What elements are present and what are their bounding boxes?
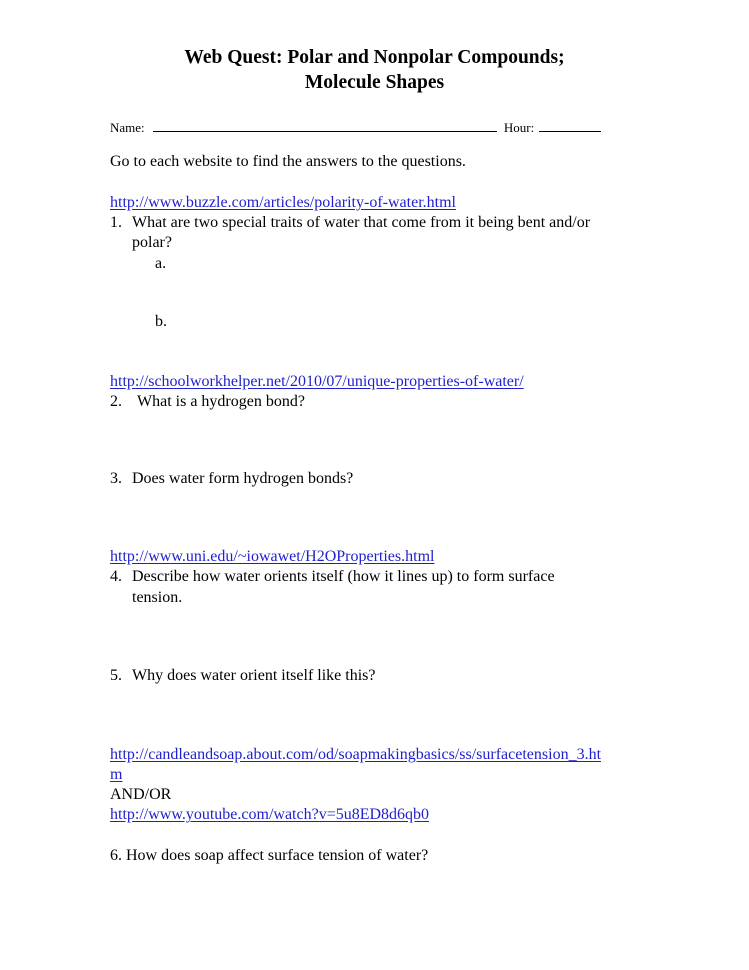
question-4-line2: tension. — [132, 589, 183, 606]
question-5-text: Why does water orient itself like this? — [132, 667, 376, 684]
page-title-line1: Web Quest: Polar and Nonpolar Compounds; — [184, 47, 565, 68]
link-candleandsoap[interactable]: http://candleandsoap.about.com/od/soapmakingbasics/ss/surfacetension_3.ht — [110, 746, 602, 763]
name-label: Name: — [110, 120, 145, 135]
and-or-text: AND/OR — [110, 786, 172, 803]
link-schoolworkhelper[interactable]: http://schoolworkhelper.net/2010/07/unique-properties-of-water/ — [110, 373, 524, 390]
instructions: Go to each website to find the answers to the questions. — [110, 153, 466, 170]
question-1-sub-a: a. — [155, 255, 167, 272]
question-3-text: Does water form hydrogen bonds? — [132, 470, 354, 487]
question-2-number: 2. — [110, 393, 122, 410]
name-blank-line — [153, 120, 497, 132]
question-1-line2: polar? — [132, 234, 172, 251]
question-1-line1: What are two special traits of water that come from it being bent and/or — [132, 214, 591, 231]
question-4-line1: Describe how water orients itself (how it lines up) to form surface — [132, 568, 555, 585]
question-5-number: 5. — [110, 667, 122, 684]
question-3-number: 3. — [110, 470, 122, 487]
question-2-text: What is a hydrogen bond? — [137, 393, 305, 410]
page-title-line2: Molecule Shapes — [304, 72, 445, 93]
link-candleandsoap-cont[interactable]: m — [110, 766, 123, 783]
hour-label: Hour: — [503, 120, 535, 135]
link-uni[interactable]: http://www.uni.edu/~iowawet/H2OProperties.html — [110, 548, 435, 565]
question-6: 6. How does soap affect surface tension of water? — [110, 847, 429, 864]
link-buzzle[interactable]: http://www.buzzle.com/articles/polarity-of-water.html — [110, 194, 456, 211]
name-hour-row — [110, 120, 601, 136]
hour-blank-line — [539, 120, 601, 132]
question-1-sub-b: b. — [155, 313, 167, 330]
question-4-number: 4. — [110, 568, 122, 585]
question-1-number: 1. — [110, 214, 122, 231]
link-youtube[interactable]: http://www.youtube.com/watch?v=5u8ED8d6qb0 — [110, 806, 430, 823]
